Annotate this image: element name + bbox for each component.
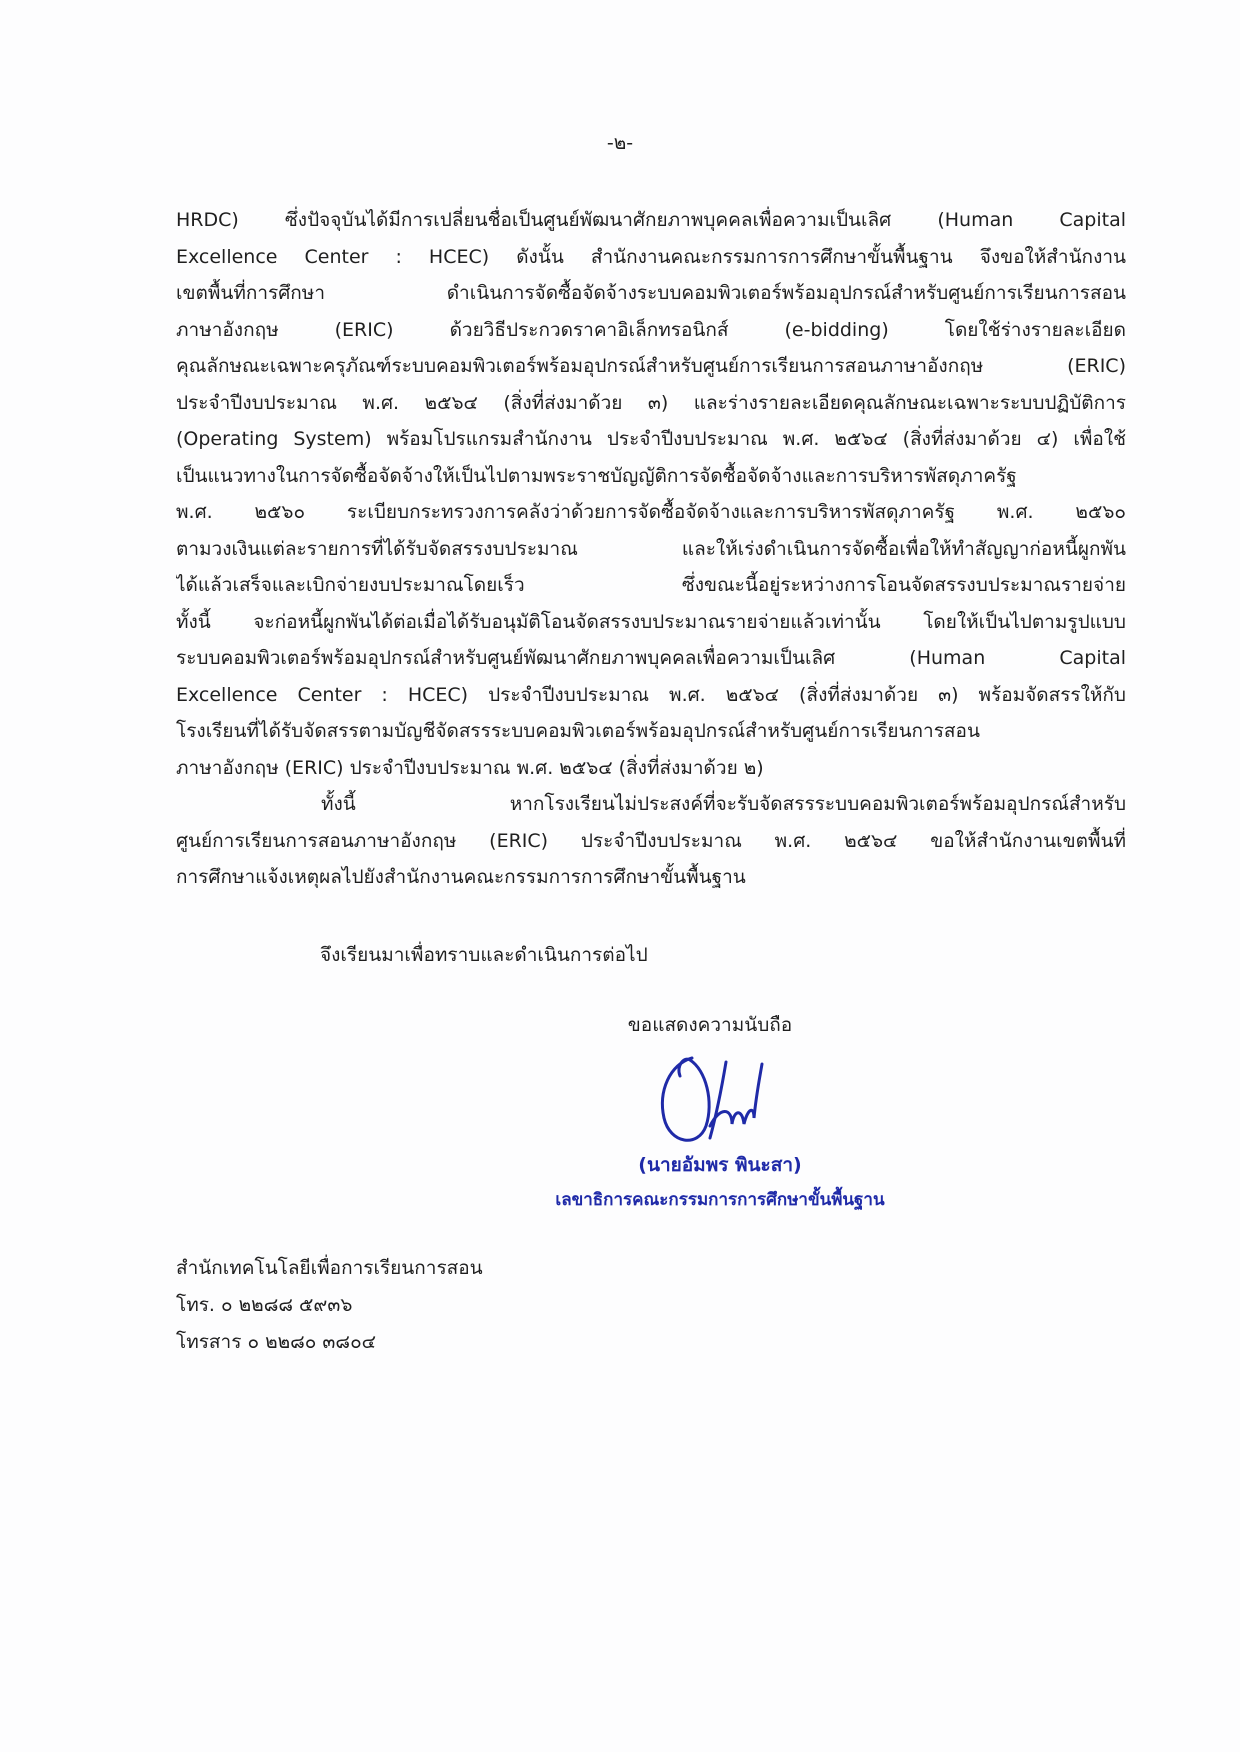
body-line: ภาษาอังกฤษ (ERIC) ประจำปีงบประมาณ พ.ศ. ๒๕๖๔ (สิ่งที่ส่งมาด้วย ๒): [176, 756, 764, 779]
body-line: ได้แล้วเสร็จและเบิกจ่ายงบประมาณโดยเร็ว ซึ่งขณะนี้อยู่ระหว่างการโอนจัดสรรงบประมาณรายจ่าย: [176, 574, 1126, 596]
phone-number: โทร. ๐ ๒๒๘๘ ๕๙๓๖: [176, 1294, 353, 1316]
body-line: คุณลักษณะเฉพาะครุภัณฑ์ระบบคอมพิวเตอร์พร้อมอุปกรณ์สำหรับศูนย์การเรียนการสอนภาษาอังกฤษ (ERIC): [176, 355, 1126, 377]
page-number: -๒-: [606, 132, 634, 154]
body-line: ทั้งนี้ จะก่อหนี้ผูกพันได้ต่อเมื่อได้รับอนุมัติโอนจัดสรรงบประมาณรายจ่ายแล้วเท่านั้น โดยให้เป็นไปตามรูปแบบ: [176, 610, 1126, 633]
body-line: (Operating System) พร้อมโปรแกรมสำนักงาน ประจำปีงบประมาณ พ.ศ. ๒๕๖๔ (สิ่งที่ส่งมาด้วย ๔) เพื่อใช้: [176, 428, 1126, 450]
paragraph-line: ศูนย์การเรียนการสอนภาษาอังกฤษ (ERIC) ประจำปีงบประมาณ พ.ศ. ๒๕๖๔ ขอให้สำนักงานเขตพื้นที่: [176, 829, 1126, 852]
body-line: โรงเรียนที่ได้รับจัดสรรตามบัญชีจัดสรรระบบคอมพิวเตอร์พร้อมอุปกรณ์สำหรับศูนย์การเรียนการสอน: [176, 720, 980, 742]
body-line: Excellence Center : HCEC) ประจำปีงบประมาณ พ.ศ. ๒๕๖๔ (สิ่งที่ส่งมาด้วย ๓) พร้อมจัดสรรให้กับ: [176, 683, 1126, 706]
body-line: พ.ศ. ๒๕๖๐ ระเบียบกระทรวงการคลังว่าด้วยการจัดซื้อจัดจ้างและการบริหารพัสดุภาครัฐ พ.ศ. ๒๕๖๐: [176, 501, 1126, 523]
signer-title: เลขาธิการคณะกรรมการการศึกษาขั้นพื้นฐาน: [555, 1190, 885, 1210]
contact-block: [176, 1250, 483, 1361]
closing-request: จึงเรียนมาเพื่อทราบและดำเนินการต่อไป: [320, 944, 648, 966]
handwritten-signature: [640, 1046, 800, 1156]
paragraph-line: ทั้งนี้ หากโรงเรียนไม่ประสงค์ที่จะรับจัดสรรระบบคอมพิวเตอร์พร้อมอุปกรณ์สำหรับ: [321, 793, 1126, 815]
body-line: ระบบคอมพิวเตอร์พร้อมอุปกรณ์สำหรับศูนย์พัฒนาศักยภาพบุคคลเพื่อความเป็นเลิศ (Human Capital: [176, 647, 1126, 669]
letter-body: [176, 202, 1126, 896]
fax-number: โทรสาร ๐ ๒๒๘๐ ๓๘๐๔: [176, 1331, 377, 1353]
body-line: ภาษาอังกฤษ (ERIC) ด้วยวิธีประกวดราคาอิเล็กทรอนิกส์ (e-bidding) โดยใช้ร่างรายละเอียด: [176, 318, 1126, 341]
paragraph-line: การศึกษาแจ้งเหตุผลไปยังสำนักงานคณะกรรมการการศึกษาขั้นพื้นฐาน: [176, 866, 746, 888]
body-line: เป็นแนวทางในการจัดซื้อจัดจ้างให้เป็นไปตามพระราชบัญญัติการจัดซื้อจัดจ้างและการบริหารพัสดุภาครัฐ: [176, 464, 1017, 487]
office-name: สำนักเทคโนโลยีเพื่อการเรียนการสอน: [176, 1257, 483, 1279]
body-line: เขตพื้นที่การศึกษา ดำเนินการจัดซื้อจัดจ้างระบบคอมพิวเตอร์พร้อมอุปกรณ์สำหรับศูนย์การเรียนการสอน: [176, 282, 1126, 304]
body-line: ประจำปีงบประมาณ พ.ศ. ๒๕๖๔ (สิ่งที่ส่งมาด้วย ๓) และร่างรายละเอียดคุณลักษณะเฉพาะระบบปฏิบัติการ: [176, 391, 1126, 414]
regards-text: ขอแสดงความนับถือ: [627, 1014, 793, 1036]
signature-block: [540, 1010, 900, 1213]
body-line: HRDC) ซึ่งปัจจุบันได้มีการเปลี่ยนชื่อเป็นศูนย์พัฒนาศักยภาพบุคคลเพื่อความเป็นเลิศ (Human Capital: [176, 209, 1126, 231]
signer-name: (นายอัมพร พินะสา): [638, 1154, 802, 1176]
body-line: ตามวงเงินแต่ละรายการที่ได้รับจัดสรรงบประมาณ และให้เร่งดำเนินการจัดซื้อเพื่อให้ทำสัญญาก่อหนี้ผูกพัน: [176, 537, 1126, 560]
body-line: Excellence Center : HCEC) ดังนั้น สำนักงานคณะกรรมการการศึกษาขั้นพื้นฐาน จึงขอให้สำนักงาน: [176, 245, 1126, 268]
